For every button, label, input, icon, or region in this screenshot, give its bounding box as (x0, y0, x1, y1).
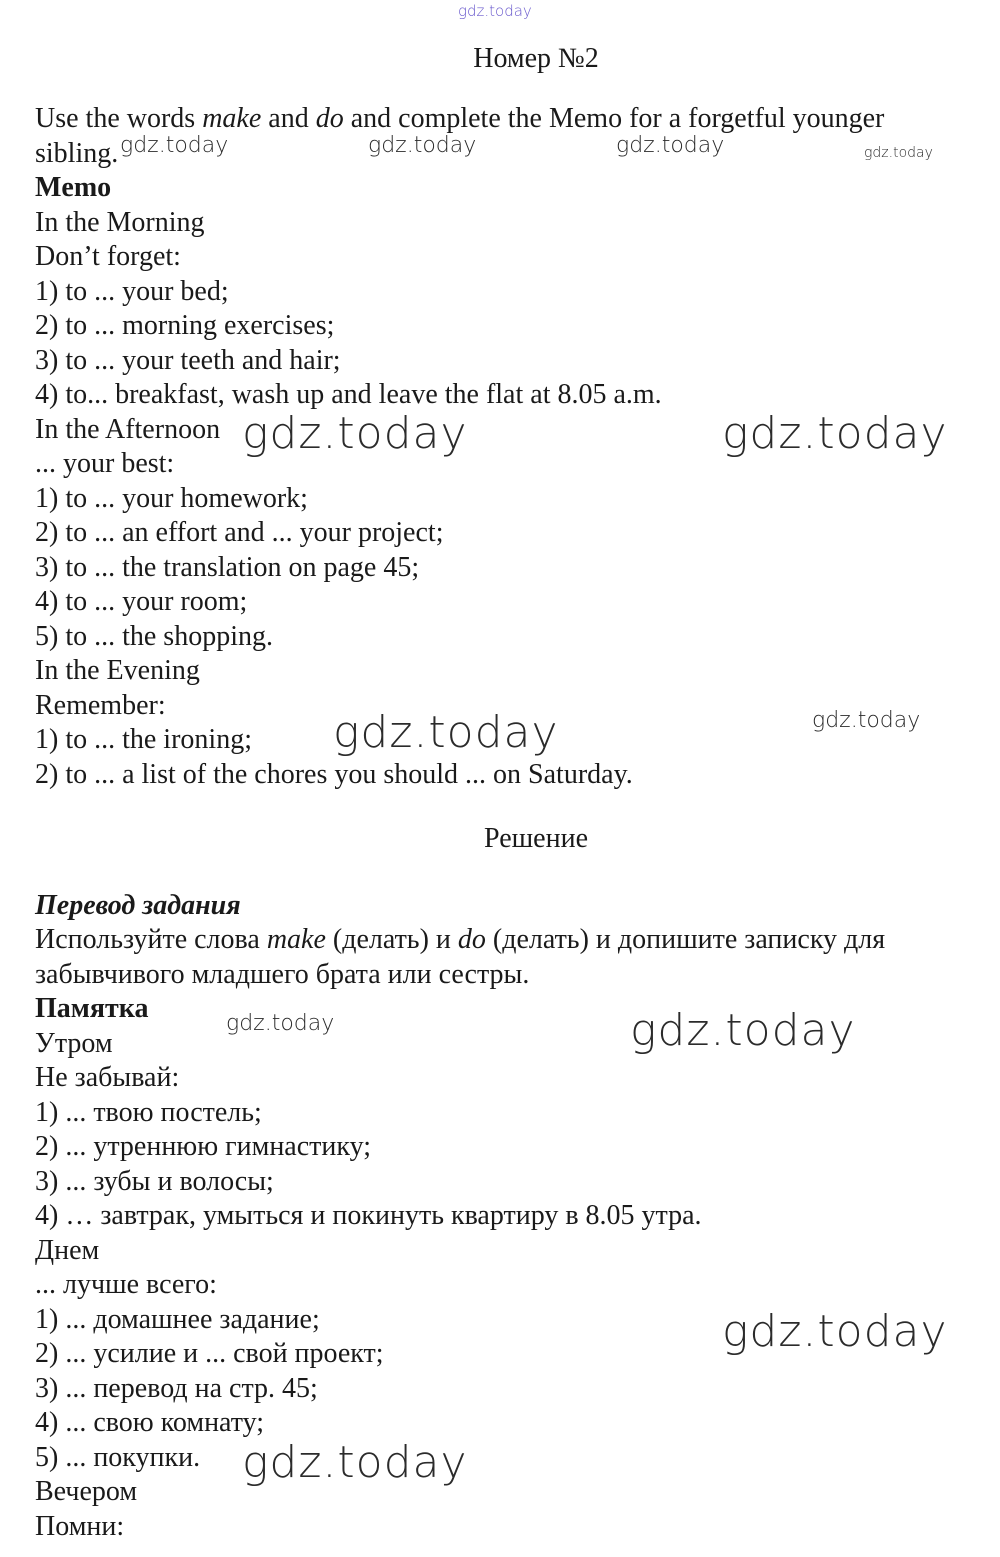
translation-dont-forget: Не забывай: (35, 1062, 180, 1093)
watermark: gdz.today (616, 133, 725, 158)
list-item: 3) ... перевод на стр. 45; (35, 1373, 318, 1404)
translation-remember: Помни: (35, 1511, 125, 1542)
memo-your-best: ... your best: (35, 448, 175, 479)
memo-remember: Remember: (35, 690, 166, 721)
list-item: 3) to ... your teeth and hair; (35, 345, 341, 376)
watermark: gdz.today (722, 408, 948, 459)
watermark: gdz.today (333, 707, 559, 758)
task-text-line2: sibling. (35, 138, 119, 169)
list-item: 2) ... усилие и ... свой проект; (35, 1338, 384, 1369)
watermark: gdz.today (812, 708, 921, 733)
translation-morning: Утром (35, 1028, 113, 1059)
watermark: gdz.today (864, 145, 933, 161)
list-item: 5) to ... the shopping. (35, 621, 273, 652)
watermark: gdz.today (226, 1011, 335, 1036)
page-title: Номер №2 (473, 43, 599, 74)
watermark-top: gdz.today (458, 2, 532, 20)
list-item: 1) to ... your homework; (35, 483, 308, 514)
list-item: 4) ... свою комнату; (35, 1407, 265, 1438)
list-item: 2) to ... an effort and ... your project; (35, 517, 444, 548)
list-item: 1) ... твою постель; (35, 1097, 262, 1128)
list-item: 2) ... утреннюю гимнастику; (35, 1131, 371, 1162)
memo-heading: Memo (35, 172, 112, 203)
translation-evening: Вечером (35, 1476, 138, 1507)
list-item: 2) to ... a list of the chores you should ... on Saturday. (35, 759, 633, 790)
list-item: 3) ... зубы и волосы; (35, 1166, 274, 1197)
list-item: 1) to ... your bed; (35, 276, 229, 307)
watermark: gdz.today (120, 133, 229, 158)
solution-heading: Решение (483, 823, 588, 854)
translation-text-line2: забывчивого младшего брата или сестры. (35, 959, 530, 990)
list-item: 1) to ... the ironing; (35, 724, 252, 755)
watermark: gdz.today (368, 133, 477, 158)
translation-best: ... лучше всего: (35, 1269, 217, 1300)
list-item: 4) to ... your room; (35, 586, 248, 617)
watermark: gdz.today (722, 1306, 948, 1357)
memo-evening: In the Evening (35, 655, 200, 686)
memo-morning: In the Morning (35, 207, 205, 238)
list-item: 3) to ... the translation on page 45; (35, 552, 420, 583)
memo-dont-forget: Don’t forget: (35, 241, 181, 272)
translation-afternoon: Днем (35, 1235, 100, 1266)
task-text: Use the words make and do and complete the Memo for a forgetful younger (35, 103, 885, 134)
list-item: 5) ... покупки. (35, 1442, 201, 1473)
watermark: gdz.today (242, 1437, 468, 1488)
memo-afternoon: In the Afternoon (35, 414, 221, 445)
translation-text: Используйте слова make (делать) и do (делать) и допишите записку для (35, 924, 886, 955)
list-item: 4) to... breakfast, wash up and leave the flat at 8.05 a.m. (35, 379, 662, 410)
watermark: gdz.today (242, 408, 468, 459)
watermark: gdz.today (630, 1005, 856, 1056)
translation-memo-heading: Памятка (35, 993, 149, 1024)
list-item: 2) to ... morning exercises; (35, 310, 335, 341)
list-item: 4) … завтрак, умыться и покинуть квартиру в 8.05 утра. (35, 1200, 702, 1231)
list-item: 1) ... домашнее задание; (35, 1304, 320, 1335)
translation-heading: Перевод задания (35, 890, 241, 921)
